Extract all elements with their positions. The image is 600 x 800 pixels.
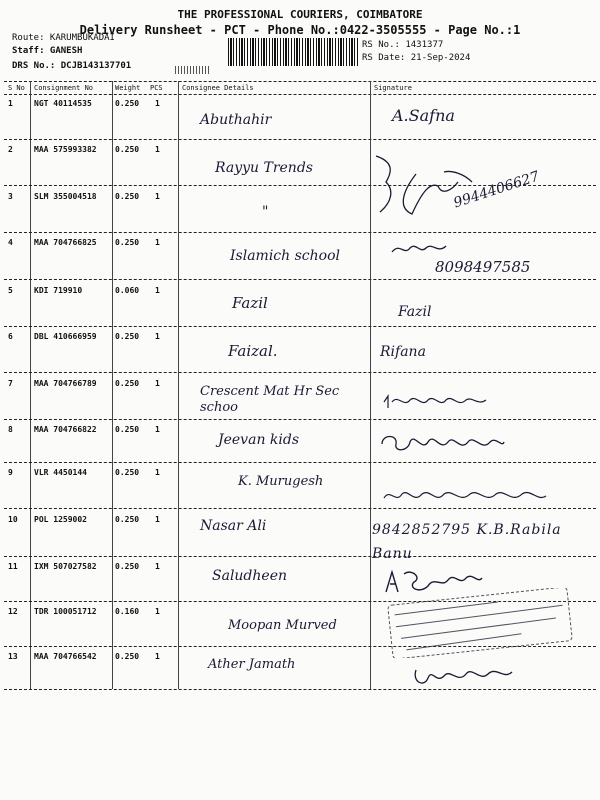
signature-scribble (378, 430, 508, 456)
signature-handwriting: Rifana (380, 344, 426, 360)
row-consignment: SLM 355004518 (34, 192, 97, 201)
consignee-handwriting: Crescent Mat Hr Sec schoo (200, 384, 340, 415)
row-sno: 5 (8, 286, 13, 295)
staff-label: Staff: GANESH (12, 46, 83, 56)
row-sno: 3 (8, 192, 13, 201)
row-pcs: 1 (155, 332, 160, 341)
signature-handwriting: 9842852795 K.B.Rabila Banu (372, 522, 562, 562)
row-divider (4, 139, 596, 140)
col-consignment: Consignment No (34, 84, 94, 92)
signature-scribble (382, 392, 492, 412)
col-pcs: PCS (150, 84, 163, 92)
row-weight: 0.250 (115, 468, 140, 477)
column-divider (178, 81, 179, 689)
small-barcode (175, 66, 210, 74)
row-weight: 0.250 (115, 425, 140, 434)
row-weight: 0.250 (115, 515, 140, 524)
consignee-handwriting: Nasar Ali (200, 518, 267, 534)
drs-number: DRS No.: DCJB143137701 (12, 61, 132, 71)
row-consignment: IXM 507027582 (34, 562, 97, 571)
table-top-line (4, 81, 596, 82)
row-sno: 2 (8, 145, 13, 154)
consignee-handwriting: Faizal. (228, 342, 278, 360)
consignee-handwriting: Islamich school (230, 248, 340, 264)
consignee-handwriting: Abuthahir (200, 112, 272, 128)
column-divider (30, 81, 31, 689)
consignee-handwriting: Fazil (232, 294, 268, 312)
row-pcs: 1 (155, 468, 160, 477)
row-sno: 12 (8, 607, 18, 616)
row-weight: 0.160 (115, 607, 140, 616)
row-weight: 0.250 (115, 379, 140, 388)
row-sno: 8 (8, 425, 13, 434)
row-divider (4, 419, 596, 420)
row-weight: 0.250 (115, 99, 140, 108)
row-pcs: 1 (155, 652, 160, 661)
row-consignment: NGT 40114535 (34, 99, 92, 108)
row-pcs: 1 (155, 192, 160, 201)
row-consignment: MAA 704766789 (34, 379, 97, 388)
consignee-handwriting: Saludheen (212, 568, 287, 584)
row-pcs: 1 (155, 515, 160, 524)
row-weight: 0.250 (115, 652, 140, 661)
row-sno: 7 (8, 379, 13, 388)
signature-scribble (410, 662, 520, 692)
rubber-stamp (380, 588, 580, 658)
row-sno: 1 (8, 99, 13, 108)
col-signature: Signature (374, 84, 412, 92)
row-weight: 0.250 (115, 145, 140, 154)
signature-scribble (372, 152, 482, 232)
column-divider (370, 81, 371, 689)
row-consignment: MAA 704766825 (34, 238, 97, 247)
row-weight: 0.250 (115, 192, 140, 201)
row-consignment: MAA 704766822 (34, 425, 97, 434)
rs-date: RS Date: 21-Sep-2024 (362, 53, 471, 63)
row-divider (4, 508, 596, 509)
row-divider (4, 232, 596, 233)
row-pcs: 1 (155, 99, 160, 108)
signature-scribble (390, 240, 450, 260)
row-sno: 10 (8, 515, 18, 524)
signature-handwriting: A.Safna (392, 106, 455, 125)
row-sno: 4 (8, 238, 13, 247)
column-divider (112, 81, 113, 689)
company-title: THE PROFESSIONAL COURIERS, COIMBATORE (177, 8, 423, 21)
col-weight: Weight (115, 84, 141, 92)
row-weight: 0.250 (115, 332, 140, 341)
row-pcs: 1 (155, 238, 160, 247)
row-sno: 11 (8, 562, 18, 571)
runsheet-subtitle: Delivery Runsheet - PCT - Phone No.:0422-3505555 - Page No.:1 (79, 23, 521, 37)
table-bottom-line (4, 689, 596, 690)
row-divider (4, 646, 596, 647)
row-consignment: DBL 410666959 (34, 332, 97, 341)
row-divider (4, 185, 596, 186)
row-weight: 0.250 (115, 562, 140, 571)
route-label: Route: KARUMBUKADAI (12, 33, 115, 43)
row-consignment: MAA 575993382 (34, 145, 97, 154)
consignee-handwriting: Jeevan kids (218, 432, 300, 448)
consignee-handwriting: K. Murugesh (238, 474, 324, 489)
row-divider (4, 372, 596, 373)
row-divider (4, 326, 596, 327)
row-pcs: 1 (155, 425, 160, 434)
consignee-handwriting: Ather Jamath (208, 657, 296, 672)
row-divider (4, 556, 596, 557)
signature-handwriting: 8098497585 (435, 258, 531, 276)
barcode (228, 38, 358, 66)
row-divider (4, 462, 596, 463)
row-consignment: POL 1259002 (34, 515, 87, 524)
row-pcs: 1 (155, 145, 160, 154)
row-pcs: 1 (155, 286, 160, 295)
signature-handwriting: Fazil (398, 304, 432, 320)
row-consignment: TDR 100051712 (34, 607, 97, 616)
row-consignment: MAA 704766542 (34, 652, 97, 661)
row-consignment: KDI 719910 (34, 286, 83, 295)
consignee-handwriting: Moopan Murved (228, 618, 337, 633)
row-sno: 9 (8, 468, 13, 477)
rs-number: RS No.: 1431377 (362, 40, 444, 50)
consignee-handwriting: Rayyu Trends (215, 160, 313, 176)
row-pcs: 1 (155, 562, 160, 571)
header-bottom-line (4, 94, 596, 95)
row-weight: 0.250 (115, 238, 140, 247)
row-divider (4, 279, 596, 280)
row-consignment: VLR 4450144 (34, 468, 87, 477)
row-sno: 6 (8, 332, 13, 341)
row-weight: 0.060 (115, 286, 140, 295)
row-pcs: 1 (155, 607, 160, 616)
col-consignee: Consignee Details (182, 84, 254, 92)
col-sno: S No (8, 84, 25, 92)
consignee-handwriting: " (262, 204, 269, 220)
signature-handwriting: 9944406627 (451, 168, 542, 212)
row-pcs: 1 (155, 379, 160, 388)
signature-scribble (380, 486, 550, 506)
row-sno: 13 (8, 652, 18, 661)
